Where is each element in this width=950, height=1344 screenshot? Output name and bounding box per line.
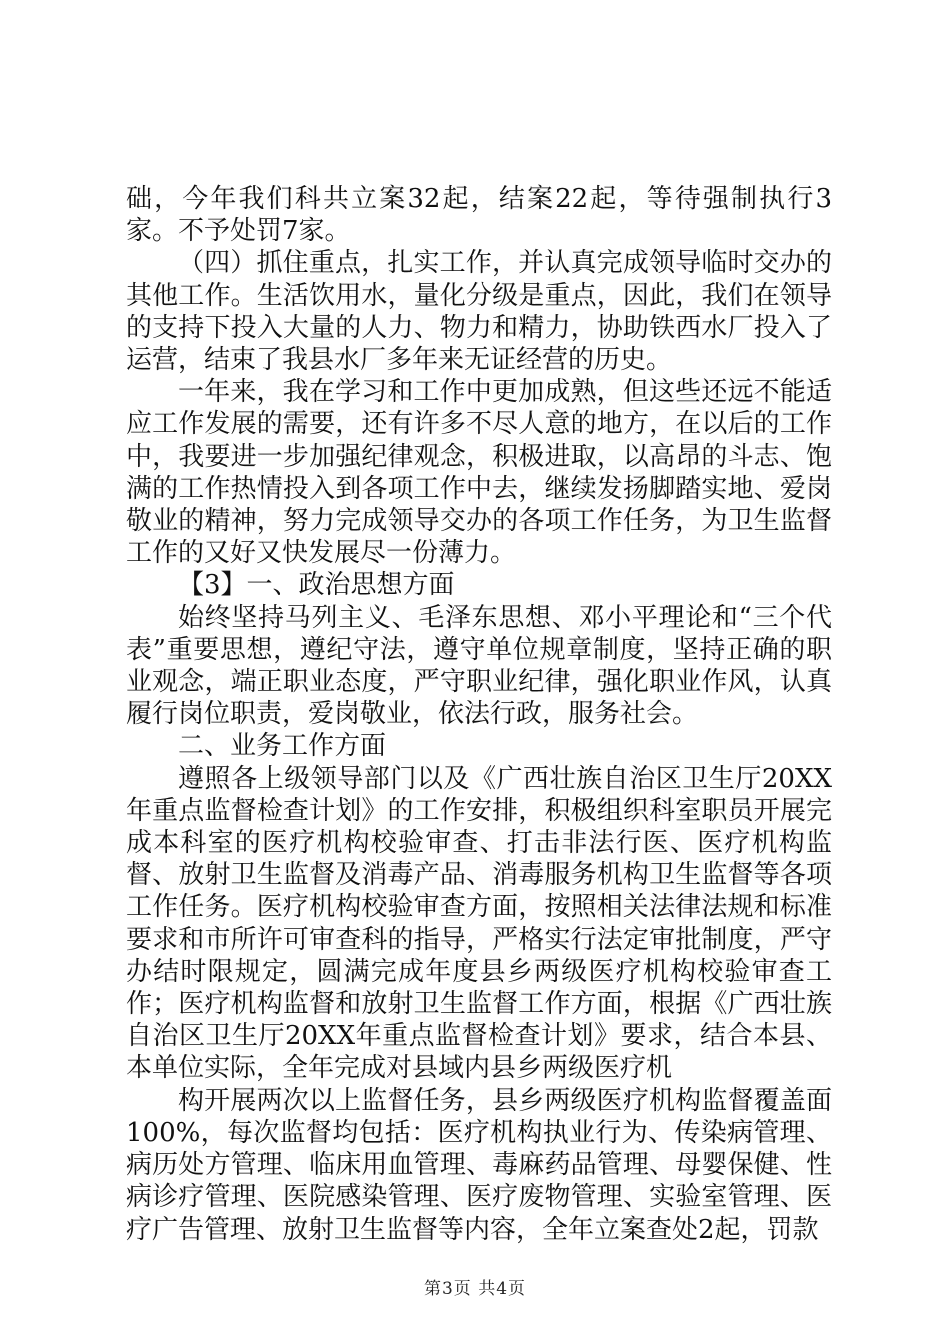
heading-business-work: 二、业务工作方面 [178,731,387,762]
paragraph-key-work: （四）抓住重点，扎实工作，并认真完成领导临时交办的其他工作。生活饮用水，量化分级是重点，因此，我们在领导的支持下投入大量的人力、物力和精力，协助铁西水厂投入了运营，结束了我县水厂多年来无证经营的历史。 [126,248,832,376]
paragraph-business-work: 遵照各上级领导部门以及《广西壮族自治区卫生厅20XX年重点监督检查计划》的工作安排，积极组织科室职员开展完成本科室的医疗机构校验审查、打击非法行医、医疗机构监督、放射卫生监督及消毒产品、消毒服务机构卫生监督等各项工作任务。医疗机构校验审查方面，按照相关法律法规和标准要求和市所许可审查科的指导，严格实行法定审批制度，严守办结时限规定，圆满完成年度县乡两级医疗机构校验审查工作；医疗机构监督和放射卫生监督工作方面，根据《广西壮族自治区卫生厅20XX年重点监督检查计划》要求，结合本县、本单位实际，全年完成对县域内县乡两级医疗机 [126,763,832,1084]
paragraph-year-review: 一年来，我在学习和工作中更加成熟，但这些还远不能适应工作发展的需要，还有许多不尽人意的地方，在以后的工作中，我要进一步加强纪律观念，积极进取，以高昂的斗志、饱满的工作热情投入到各项工作中去，继续发扬脚踏实地、爱岗敬业的精神，努力完成领导交办的各项工作任务，为卫生监督工作的又好又快发展尽一份薄力。 [126,377,832,569]
document-body [126,183,832,1246]
paragraph-supervision-details: 构开展两次以上监督任务，县乡两级医疗机构监督覆盖面100%，每次监督均包括：医疗机构执业行为、传染病管理、病历处方管理、临床用血管理、毒麻药品管理、母婴保健、性病诊疗管理、医院感染管理、医疗废物管理、实验室管理、医疗广告管理、放射卫生监督等内容，全年立案查处2起，罚款 [126,1085,832,1245]
page-number-footer: 第3页 共4页 [423,1279,527,1299]
paragraph-political-thought: 始终坚持马列主义、毛泽东思想、邓小平理论和“三个代表”重要思想，遵纪守法，遵守单位规章制度，坚持正确的职业观念，端正职业态度，严守职业纪律，强化职业作风，认真履行岗位职责，爱岗敬业，依法行政，服务社会。 [126,602,832,730]
paragraph-case-summary: 础，今年我们科共立案32起，结案22起，等待强制执行3家。不予处罚7家。 [126,184,832,247]
heading-political-thought: 【3】一、政治思想方面 [178,570,455,601]
